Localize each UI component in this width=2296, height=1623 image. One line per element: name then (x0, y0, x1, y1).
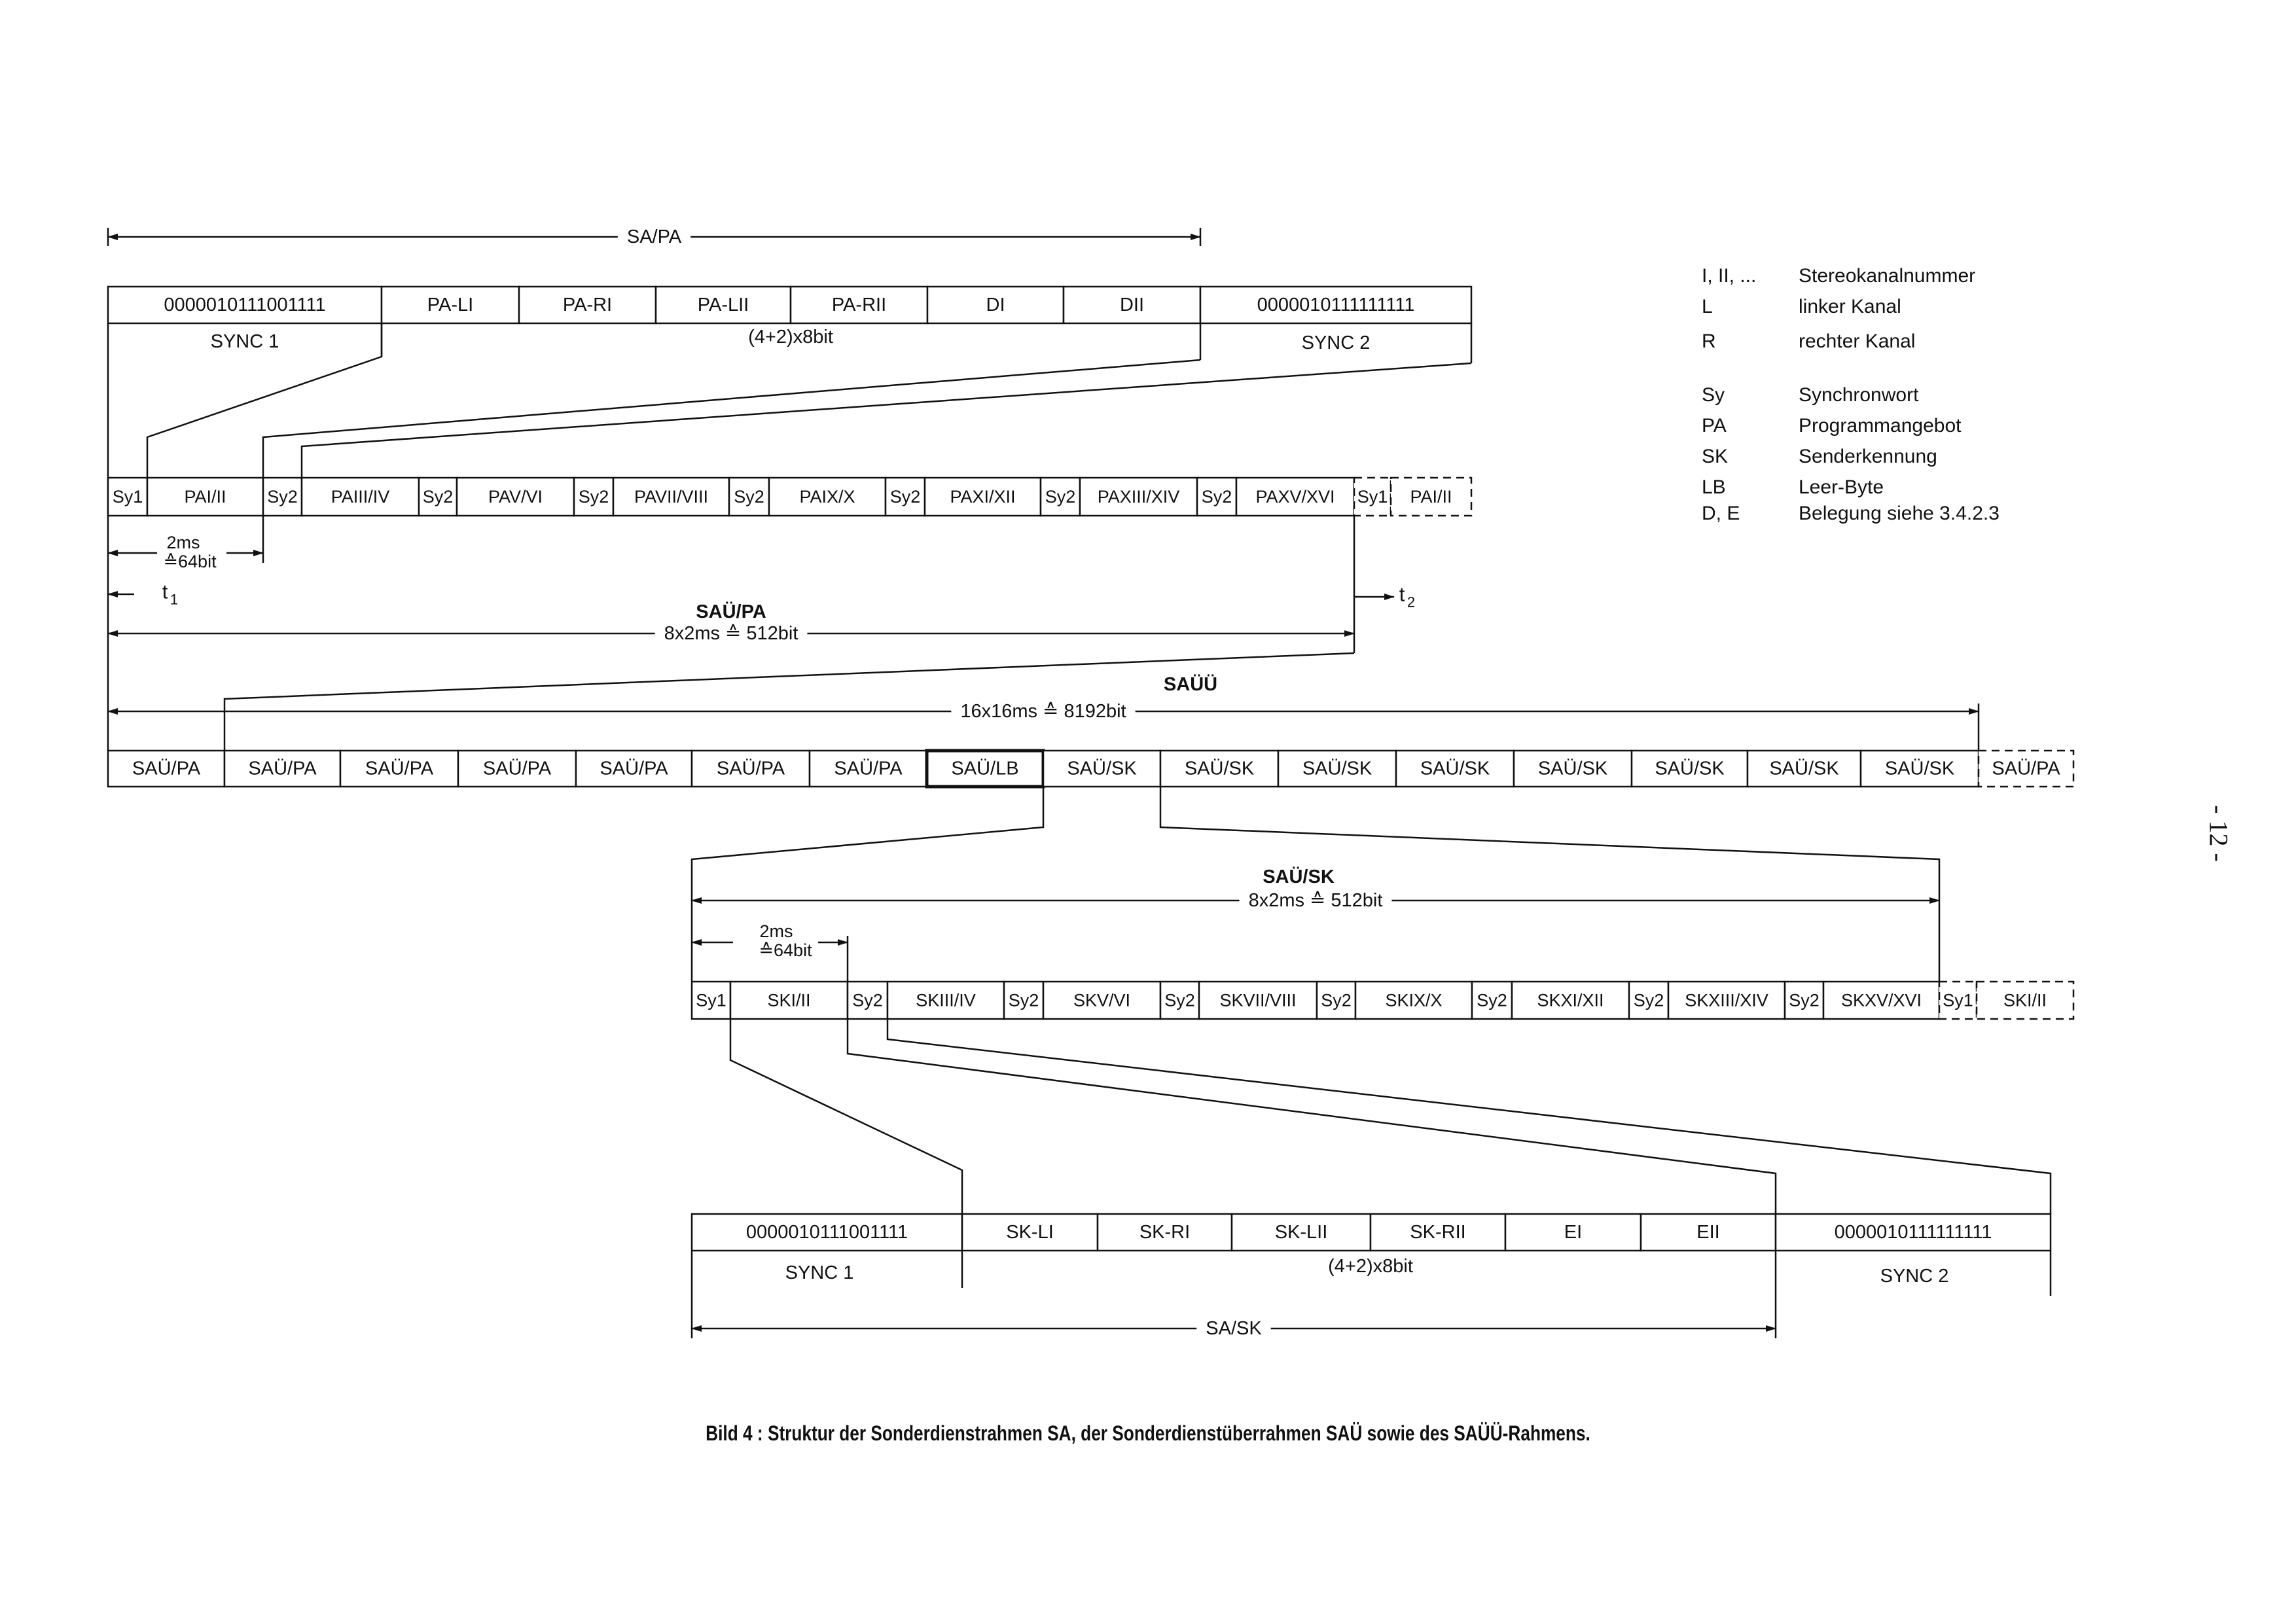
frame-cell-label: Sy2 (1201, 487, 1232, 507)
legend-abbr: LB (1702, 476, 1726, 498)
sau-sk-slot-label-1: 2ms (759, 921, 793, 941)
sa-pa-expand-line-right (302, 363, 1471, 478)
frame-cell-label: EI (1564, 1222, 1583, 1243)
sa-pa-sync2-label: SYNC 2 (1301, 332, 1371, 353)
frame-cell-label: Sy2 (889, 487, 921, 507)
frame-cell-label: PAXIII/XIV (1097, 487, 1180, 507)
frame-cell-label: SK-RI (1139, 1222, 1191, 1243)
legend-abbr: D, E (1702, 503, 1740, 524)
sa-pa-sync1-label: SYNC 1 (210, 331, 279, 352)
frame-cell-label: SAÜ/SK (1302, 758, 1372, 779)
frame-cell-label: Sy2 (578, 487, 609, 507)
frame-cell-label: PAVII/VIII (634, 487, 709, 507)
frame-cell-label: EII (1696, 1222, 1720, 1243)
frame-cell-label: SAÜ/SK (1537, 758, 1608, 779)
sau-pa-dimension-label: 8x2ms ≙ 512bit (664, 623, 798, 644)
sau-pa-dimension-title: SAÜ/PA (696, 601, 766, 622)
figure-caption: Bild 4 : Struktur der Sonderdienstrahmen SA, der Sonderdienstüberrahmen SAÜ sowie des SAÜÜ-Rahmens. (706, 1421, 1590, 1445)
sa-sk-dimension-label: SA/SK (1206, 1318, 1262, 1339)
legend-abbr: R (1702, 330, 1716, 352)
sa-sk-payload-label: (4+2)x8bit (1328, 1256, 1413, 1277)
legend-abbr: SK (1702, 446, 1729, 467)
frame-cell-label: Sy2 (852, 990, 883, 1010)
frame-cell-label: SAÜ/PA (482, 758, 552, 779)
frame-cell-label: Sy2 (1633, 990, 1664, 1010)
frame-cell-label: SAÜ/PA (365, 758, 434, 779)
frame-cell-label: PAI/II (1410, 487, 1452, 507)
frame-cell-label: Sy2 (1045, 487, 1076, 507)
frame-cell-label: SAÜ/PA (834, 758, 903, 779)
frame-cell-label: Sy2 (1789, 990, 1820, 1010)
frame-cell-label: Sy1 (1357, 487, 1388, 507)
frame-cell-label: Sy1 (112, 487, 143, 507)
legend-desc: Belegung siehe 3.4.2.3 (1799, 503, 2000, 524)
sa-pa-payload-label: (4+2)x8bit (748, 327, 833, 348)
frame-cell-label: PAXI/XII (950, 487, 1016, 507)
frame-cell-label: SKI/II (2003, 990, 2047, 1010)
legend-desc: Stereokanalnummer (1799, 265, 1976, 287)
frame-cell-label: SAÜ/LB (951, 758, 1019, 779)
frame-cell-label: SKXI/XII (1537, 990, 1604, 1010)
frame-cell-label: SKIII/IV (916, 990, 976, 1010)
frame-cell-label: Sy1 (1943, 990, 1973, 1010)
frame-cell-label: Sy2 (1164, 990, 1195, 1010)
sa-sk-sync2-label: SYNC 2 (1880, 1266, 1949, 1287)
legend-desc: Senderkennung (1799, 446, 1937, 467)
sa-pa-expand-line-mid (263, 360, 1200, 478)
frame-cell-label: PA-LII (697, 294, 749, 315)
frame-cell-label: SKIX/X (1385, 990, 1443, 1010)
frame-cell-label: SAÜ/PA (600, 758, 668, 779)
frame-cell-label: PAIX/X (799, 487, 855, 507)
frame-cell-label: SKI/II (767, 990, 811, 1010)
sau-pa-slot-label-2: ≙64bit (163, 552, 217, 571)
frame-cell-label: PAI/II (184, 487, 226, 507)
sau-sk-dimension-title: SAÜ/SK (1263, 866, 1335, 887)
frame-cell-label: SAÜ/PA (132, 758, 201, 779)
legend-abbr: PA (1702, 415, 1727, 437)
frame-cell-label: SK-LII (1274, 1222, 1328, 1243)
frame-cell-label: Sy2 (422, 487, 454, 507)
legend-desc: rechter Kanal (1799, 330, 1916, 352)
sauu-dimension-title: SAÜÜ (1163, 674, 1218, 695)
frame-cell-label: PA-RI (562, 294, 613, 315)
legend-abbr: I, II, ... (1702, 265, 1757, 287)
sa-sk-sync1-label: SYNC 1 (785, 1262, 854, 1283)
frame-cell-label: SK-RII (1410, 1222, 1466, 1243)
sau-sk-expand-line-right (888, 1019, 2051, 1214)
sau-pa-slot-label-1: 2ms (166, 533, 200, 552)
t2-label: t (1399, 582, 1405, 606)
frame-cell-label: DII (1119, 294, 1145, 315)
frame-cell-label: PAV/VI (488, 487, 543, 507)
frame-cell-label: Sy2 (267, 487, 298, 507)
frame-cell-label: SKVII/VIII (1219, 990, 1297, 1010)
frame-cell-label: SAÜ/SK (1067, 758, 1137, 779)
frame-cell-label: Sy1 (696, 990, 726, 1010)
frame-cell-label: PA-RII (831, 294, 887, 315)
frame-cell-label: SAÜ/PA (716, 758, 785, 779)
sau-pa-expand-line (224, 653, 1354, 751)
frame-cell-label: 0000010111001111 (745, 1222, 908, 1243)
t1-sub: 1 (170, 591, 179, 608)
frame-cell-label: SAÜ/SK (1655, 758, 1725, 779)
frame-cell-label: SAÜ/SK (1769, 758, 1839, 779)
t1-label: t (162, 580, 168, 603)
legend-desc: Programmangebot (1799, 415, 1962, 437)
frame-cell-label: 0000010111111111 (1834, 1222, 1992, 1243)
frame-cell-label: SAÜ/PA (248, 758, 317, 779)
sau-sk-dimension-label: 8x2ms ≙ 512bit (1248, 890, 1383, 911)
frame-cell-label: DI (986, 294, 1005, 315)
sa-pa-dimension-label: SA/PA (626, 226, 682, 247)
sau-sk-expand-line-left (730, 1019, 962, 1214)
frame-cell-label: SKV/VI (1073, 990, 1131, 1010)
frame-cell-label: SAÜ/SK (1184, 758, 1255, 779)
frame-cell-label: PAXV/XVI (1255, 487, 1335, 507)
frame-cell-label: PA-LI (427, 294, 474, 315)
frame-cell-label: 0000010111001111 (164, 294, 326, 315)
frame-cell-label: SAÜ/SK (1420, 758, 1490, 779)
frame-cell-label: SAÜ/SK (1884, 758, 1955, 779)
sau-lb-expand-line-left (692, 787, 1043, 982)
legend-desc: Leer-Byte (1799, 476, 1884, 498)
frame-cell-label: SKXV/XVI (1840, 990, 1922, 1010)
sau-sk-slot-label-2: ≙64bit (759, 940, 812, 960)
frame-cell-label: SK-LI (1006, 1222, 1054, 1243)
legend-desc: Synchronwort (1799, 384, 1919, 406)
legend-desc: linker Kanal (1799, 296, 1901, 317)
sauu-dimension-label: 16x16ms ≙ 8192bit (960, 701, 1126, 722)
frame-cell-label: PAIII/IV (331, 487, 390, 507)
legend-abbr: Sy (1702, 384, 1725, 406)
t2-sub: 2 (1407, 594, 1416, 611)
frame-cell-label: Sy2 (1008, 990, 1039, 1010)
frame-cell-label: Sy2 (1477, 990, 1507, 1010)
frame-cell-label: SKXIII/XIV (1685, 990, 1768, 1010)
frame-cell-label: Sy2 (734, 487, 764, 507)
frame-cell-label: SAÜ/PA (1992, 758, 2060, 779)
sau-sk-expand-line-mid (848, 1019, 1776, 1214)
page-number: - 12 - (2204, 805, 2234, 862)
frame-cell-label: 0000010111111111 (1257, 294, 1415, 315)
frame-cell-label: Sy2 (1321, 990, 1352, 1010)
legend-abbr: L (1702, 296, 1713, 317)
